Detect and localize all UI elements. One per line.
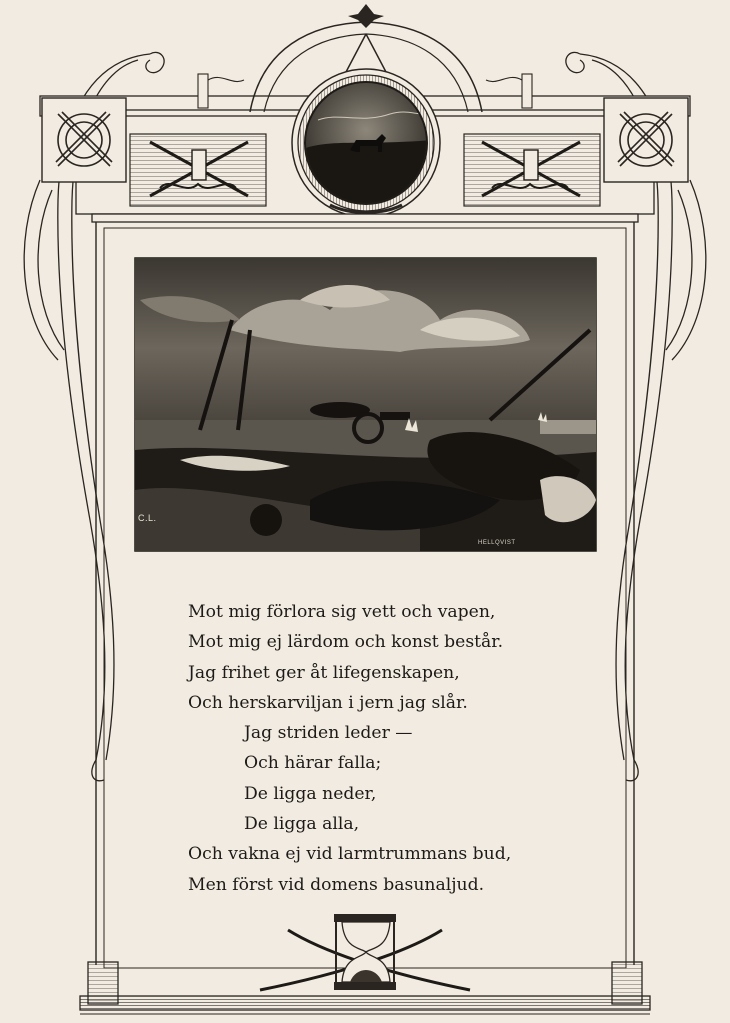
poem-line: De ligga alla, bbox=[244, 814, 360, 835]
poem-line: De ligga neder, bbox=[244, 783, 377, 804]
poem-line: Och vakna ej vid larmtrummans bud, bbox=[188, 844, 512, 865]
poem-line: Och herskarviljan i jern jag slår. bbox=[188, 692, 468, 713]
hourglass-with-scythes-icon bbox=[260, 914, 470, 990]
star-icon bbox=[348, 4, 384, 28]
illustrator-signature: C.L. bbox=[138, 513, 157, 523]
poem-line: Jag striden leder — bbox=[244, 723, 413, 744]
battlefield-illustration bbox=[135, 258, 596, 551]
poem-line: Jag frihet ger åt lifegenskapen, bbox=[188, 662, 460, 683]
engraver-signature: HELLQVIST bbox=[478, 540, 516, 546]
poem-stanza bbox=[188, 597, 608, 900]
poem-line: Mot mig ej lärdom och konst består. bbox=[188, 632, 504, 653]
poem-line: Men först vid domens basunaljud. bbox=[188, 874, 485, 895]
poem-line: Och härar falla; bbox=[244, 753, 382, 774]
poem-line: Mot mig förlora sig vett och vapen, bbox=[188, 602, 496, 622]
medallion bbox=[292, 69, 440, 217]
